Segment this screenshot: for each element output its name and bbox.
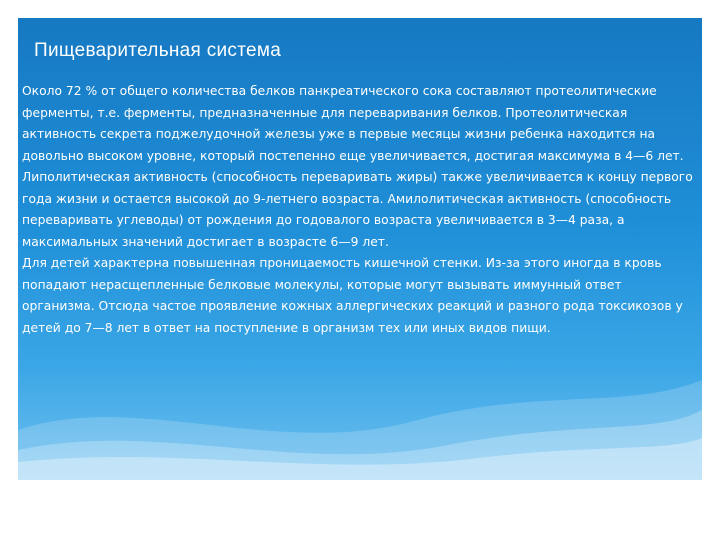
body-paragraph: Около 72 % от общего количества белков панкреатического сока составляют протеолитические ферменты, т.е. ферменты, предназначенные для переваривания белков. Протеолитическая активность секрета поджелудочной железы уже в первые месяцы жизни ребенка находится на довольно высоком уровне, который постепенно еще увеличивается, достигая максимума в 4—6 лет. Липолитическая активность (способность переваривать жиры) также увеличивается к концу первого года жизни и остается высокой до 9-летнего возраста. Амилолитическая активность (способность переваривать углеводы) от рождения до годовалого возраста увеличивается в 3—4 раза, а максимальных значений достигает в возрасте 6—9 лет. <box>22 84 693 249</box>
wave-decoration <box>18 350 702 480</box>
slide-body <box>22 81 694 339</box>
slide <box>18 18 702 480</box>
body-paragraph: Для детей характерна повышенная проницаемость кишечной стенки. Из-за этого иногда в кровь попадают нерасщепленные белковые молекулы, которые могут вызывать иммунный ответ организма. Отсюда частое проявление кожных аллергических реакций и разного рода токсикозов у детей до 7—8 лет в ответ на поступление в организм тех или иных видов пищи. <box>22 256 683 335</box>
slide-title: Пищеварительная система <box>34 40 282 61</box>
